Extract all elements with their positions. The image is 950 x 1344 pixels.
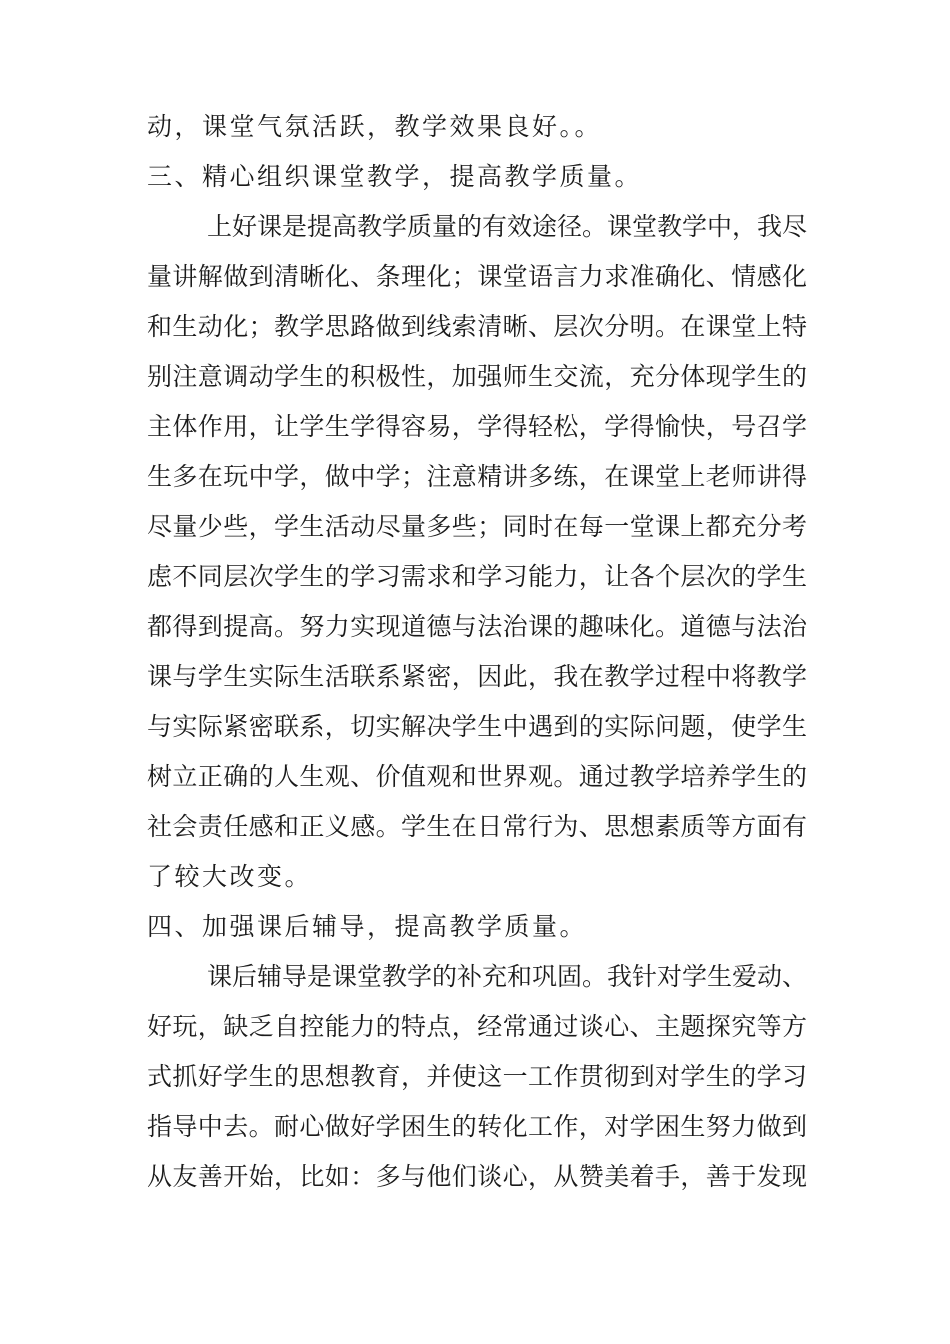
text-line: 好玩，缺乏自控能力的特点，经常通过谈心、主题探究等方 bbox=[147, 1012, 807, 1041]
text-line: 课与学生实际生活联系紧密，因此，我在教学过程中将教学 bbox=[147, 662, 807, 691]
text-line: 指导中去。耐心做好学困生的转化工作，对学困生努力做到 bbox=[147, 1112, 807, 1141]
text-line: 从友善开始，比如：多与他们谈心，从赞美着手，善于发现 bbox=[147, 1162, 807, 1191]
text-line: 和生动化；教学思路做到线索清晰、层次分明。在课堂上特 bbox=[147, 312, 807, 341]
text-line: 别注意调动学生的积极性，加强师生交流，充分体现学生的 bbox=[147, 362, 807, 391]
text-line: 虑不同层次学生的学习需求和学习能力，让各个层次的学生 bbox=[147, 562, 807, 591]
text-line: 生多在玩中学，做中学；注意精讲多练，在课堂上老师讲得 bbox=[147, 462, 807, 491]
text-line: 上好课是提高教学质量的有效途径。课堂教学中，我尽 bbox=[207, 212, 808, 241]
text-line: 尽量少些，学生活动尽量多些；同时在每一堂课上都充分考 bbox=[147, 512, 807, 541]
section-heading-4: 四、加强课后辅导，提高教学质量。 bbox=[147, 912, 588, 941]
text-line: 社会责任感和正义感。学生在日常行为、思想素质等方面有 bbox=[147, 812, 807, 841]
text-line: 了较大改变。 bbox=[147, 862, 313, 891]
text-line: 量讲解做到清晰化、条理化；课堂语言力求准确化、情感化 bbox=[147, 262, 807, 291]
text-line: 课后辅导是课堂教学的补充和巩固。我针对学生爱动、 bbox=[207, 962, 808, 991]
text-line: 主体作用，让学生学得容易，学得轻松，学得愉快，号召学 bbox=[147, 412, 807, 441]
text-line: 式抓好学生的思想教育，并使这一工作贯彻到对学生的学习 bbox=[147, 1062, 807, 1091]
text-line: 都得到提高。努力实现道德与法治课的趣味化。道德与法治 bbox=[147, 612, 807, 641]
text-line: 与实际紧密联系，切实解决学生中遇到的实际问题，使学生 bbox=[147, 712, 807, 741]
text-line: 动，课堂气氛活跃，教学效果良好。。 bbox=[147, 112, 603, 141]
text-line: 树立正确的人生观、价值观和世界观。通过教学培养学生的 bbox=[147, 762, 807, 791]
section-heading-3: 三、精心组织课堂教学，提高教学质量。 bbox=[147, 162, 643, 191]
